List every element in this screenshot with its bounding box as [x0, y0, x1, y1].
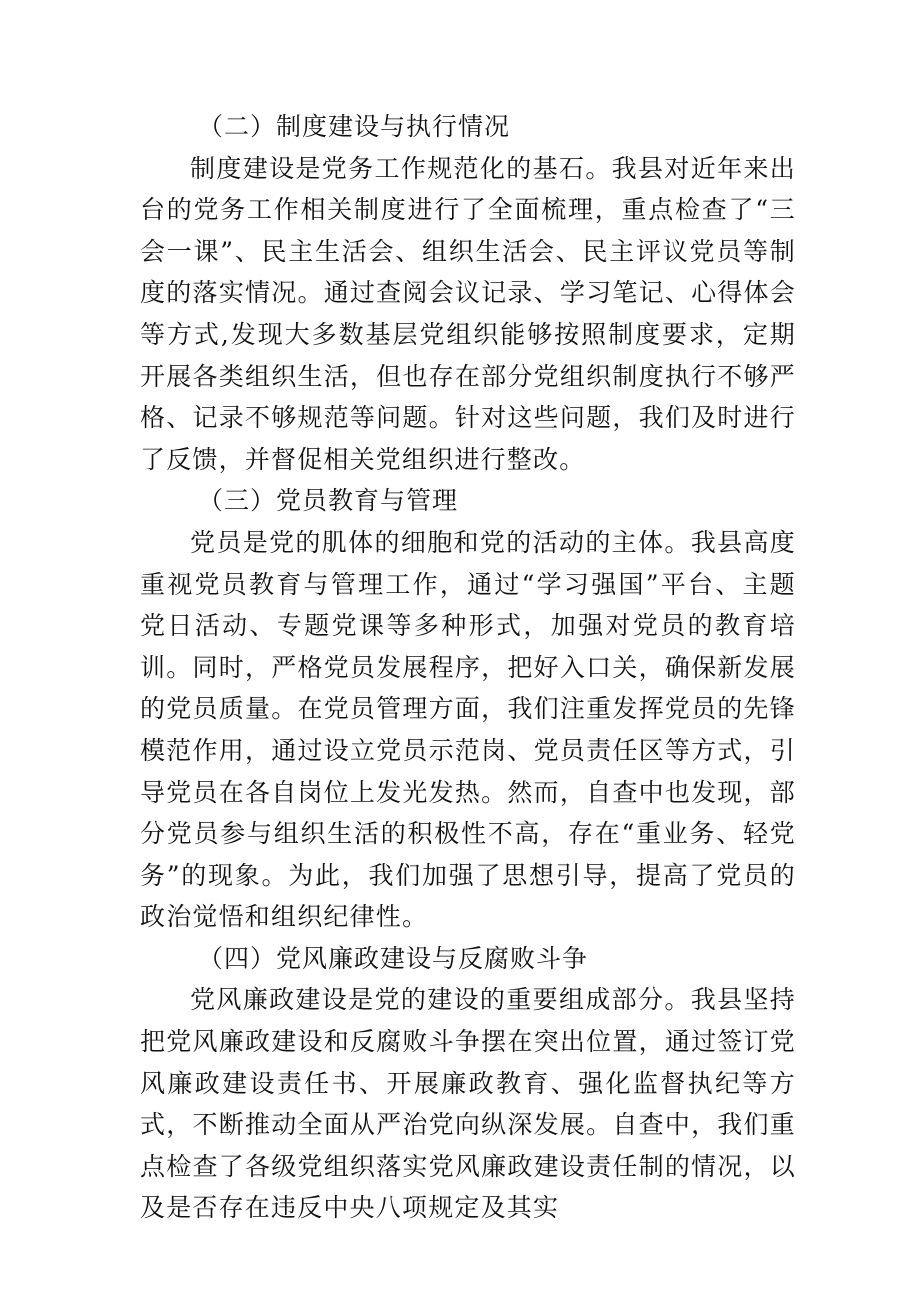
section-heading-2: （二）制度建设与执行情况 [198, 112, 511, 141]
section-paragraph-2: 制度建设是党务工作规范化的基石。我县对近年来出台的党务工作相关制度进行了全面梳理，重点检查了“三会一课”、民主生活会、组织生活会、民主评议党员等制度的落实情况。通过查阅会议记录、学习笔记、心得体会等方式,发现大多数基层党组织能够按照制度要求，定期开展各类组织生活，但也存在部分党组织制度执行不够严格、记录不够规范等问题。针对这些问题，我们及时进行了反馈，并督促相关党组织进行整改。 [140, 153, 796, 474]
section-heading-3: （三）党员教育与管理 [198, 486, 459, 516]
section-paragraph-3: 党员是党的肌体的细胞和党的活动的主体。我县高度重视党员教育与管理工作，通过“学习强国”平台、主题党日活动、专题党课等多种形式，加强对党员的教育培训。同时，严格党员发展程序，把好入口关，确保新发展的党员质量。在党员管理方面，我们注重发挥党员的先锋模范作用，通过设立党员示范岗、党员责任区等方式，引导党员在各自岗位上发光发热。然而，自查中也发现，部分党员参与组织生活的积极性不高，存在“重业务、轻党务”的现象。为此，我们加强了思想引导，提高了党员的政治觉悟和组织纪律性。 [140, 527, 796, 932]
document-body [140, 106, 796, 1229]
section-heading-4: （四）党风廉政建设与反腐败斗争 [198, 943, 589, 973]
section-paragraph-4: 党风廉政建设是党的建设的重要组成部分。我县坚持把党风廉政建设和反腐败斗争摆在突出位置，通过签订党风廉政建设责任书、开展廉政教育、强化监督执纪等方式，不断推动全面从严治党向纵深发展。自查中，我们重点检查了各级党组织落实党风廉政建设责任制的情况，以及是否存在违反中央八项规定及其实 [140, 985, 796, 1223]
